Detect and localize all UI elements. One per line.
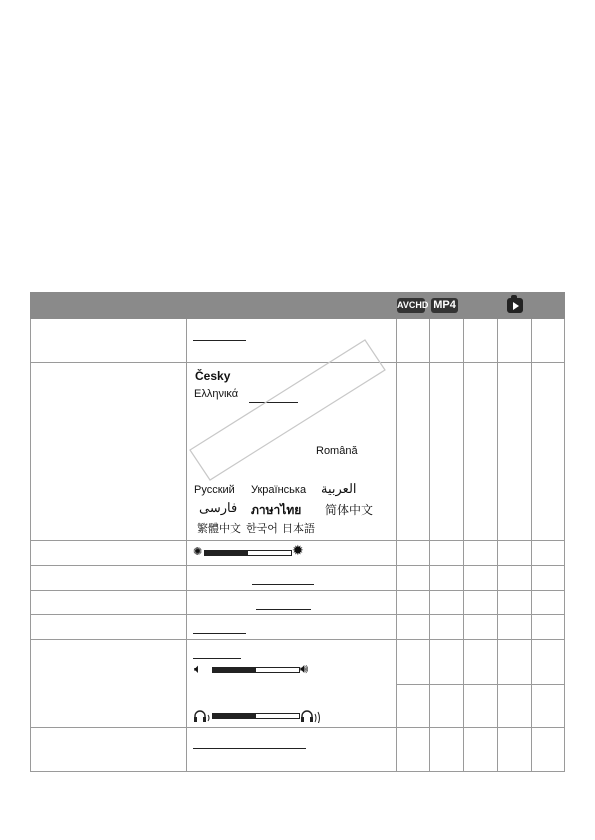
language-option: Українська xyxy=(251,484,307,496)
language-option: ภาษาไทย xyxy=(251,503,302,517)
headphones-high-icon xyxy=(300,709,326,723)
default-option-underline xyxy=(252,584,314,585)
default-option-underline xyxy=(193,748,306,749)
table-header xyxy=(30,292,565,319)
photo-mode-icon xyxy=(507,298,523,313)
language-option: Ελληνικά xyxy=(194,388,239,400)
speaker-low-icon: 🔈︎ xyxy=(194,661,202,676)
brightness-low-icon: ✺ xyxy=(193,546,203,558)
language-option: Česky xyxy=(195,369,231,383)
headphones-low-icon xyxy=(193,709,211,723)
speaker-volume-bar xyxy=(212,667,300,673)
headphones-volume-bar xyxy=(212,713,300,719)
language-option: 简体中文 xyxy=(325,503,374,517)
avchd-mode-icon: AVCHD xyxy=(397,298,425,313)
default-option-underline xyxy=(193,633,246,634)
default-option-underline xyxy=(256,609,311,610)
copy-watermark xyxy=(180,330,410,490)
language-option: 한국어 xyxy=(246,523,278,535)
language-option: 繁體中文 xyxy=(197,523,241,535)
default-option-underline xyxy=(193,658,241,659)
speaker-high-icon: 🔊︎ xyxy=(300,661,309,676)
language-option: العربية xyxy=(321,481,357,496)
brightness-high-icon: ✹ xyxy=(292,542,304,558)
language-option: Română xyxy=(316,445,358,457)
language-option: 日本語 xyxy=(282,523,315,535)
language-option: فارسی xyxy=(199,500,238,515)
mp4-mode-icon: MP4 xyxy=(431,298,458,313)
brightness-bar xyxy=(204,550,292,556)
language-option: Русский xyxy=(194,484,235,496)
